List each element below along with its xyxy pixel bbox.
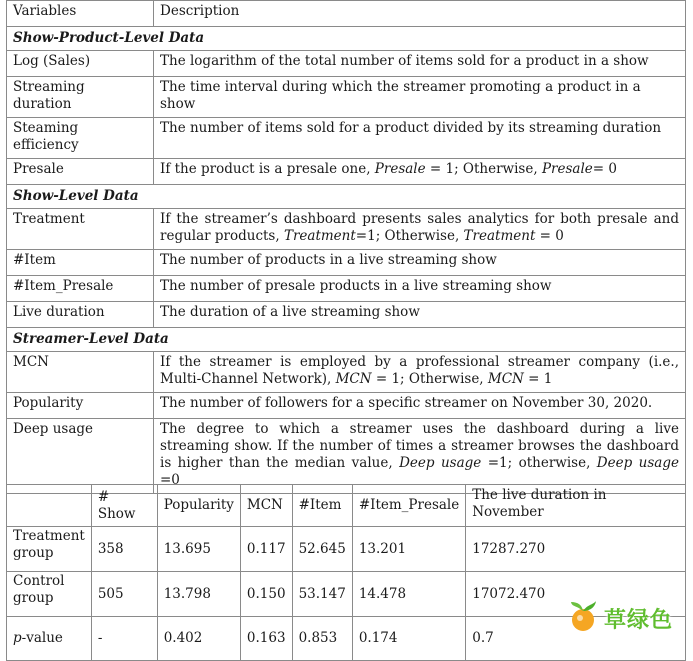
- variable-name: Log (Sales): [7, 51, 154, 77]
- variable-description: The logarithm of the total number of items sold for a product in a show: [154, 51, 686, 77]
- variable-name: #Item_Presale: [7, 276, 154, 302]
- table-row: [7, 276, 686, 302]
- variable-name: Treatment: [7, 209, 154, 250]
- section-row: [7, 185, 686, 209]
- table-row: [7, 572, 686, 617]
- table-cell: 505: [91, 572, 157, 617]
- summary-header-row: [7, 485, 686, 527]
- variable-description: If the product is a presale one, Presale = 1; Otherwise, Presale= 0: [154, 159, 686, 185]
- table-cell: 0.117: [240, 527, 292, 572]
- row-label: Control group: [7, 572, 92, 617]
- table-cell: 0.150: [240, 572, 292, 617]
- column-header: #Item: [292, 485, 352, 527]
- row-label: Treatment group: [7, 527, 92, 572]
- column-header: # Show: [91, 485, 157, 527]
- table-row: [7, 527, 686, 572]
- variable-name: Presale: [7, 159, 154, 185]
- column-header: The live duration in November: [466, 485, 686, 527]
- table-row: [7, 617, 686, 661]
- table-row: [7, 118, 686, 159]
- table-cell: 358: [91, 527, 157, 572]
- variable-description: The number of followers for a specific streamer on November 30, 2020.: [154, 393, 686, 419]
- corner-cell: [7, 485, 92, 527]
- section-title: Show-Level Data: [7, 185, 686, 209]
- section-row: [7, 328, 686, 352]
- table-cell: 0.402: [157, 617, 240, 661]
- variable-description: The number of presale products in a live streaming show: [154, 276, 686, 302]
- table-cell: -: [91, 617, 157, 661]
- table-cell: 13.798: [157, 572, 240, 617]
- table-row: [7, 51, 686, 77]
- table-cell: 17287.270: [466, 527, 686, 572]
- table-row: [7, 393, 686, 419]
- header-variables: Variables: [7, 1, 154, 27]
- table-row: [7, 159, 686, 185]
- table-cell: 13.695: [157, 527, 240, 572]
- variable-name: Deep usage: [7, 419, 154, 494]
- variable-name: Popularity: [7, 393, 154, 419]
- column-header: MCN: [240, 485, 292, 527]
- variable-description: The degree to which a streamer uses the dashboard during a live streaming show. If the number of times a streamer browses the dashboard is higher than the median value, Deep usage =1; otherwise, Deep usage =0: [154, 419, 686, 494]
- variable-description: The time interval during which the streamer promoting a product in a show: [154, 77, 686, 118]
- section-row: [7, 27, 686, 51]
- variable-description: The duration of a live streaming show: [154, 302, 686, 328]
- table-cell: 52.645: [292, 527, 352, 572]
- variable-description: If the streamer’s dashboard presents sales analytics for both presale and regular products, Treatment=1; Otherwise, Treatment = 0: [154, 209, 686, 250]
- row-label: p-value: [7, 617, 92, 661]
- table-row: [7, 352, 686, 393]
- variable-name: Streaming duration: [7, 77, 154, 118]
- column-header: Popularity: [157, 485, 240, 527]
- variable-description: The number of products in a live streaming show: [154, 250, 686, 276]
- variable-description: The number of items sold for a product divided by its streaming duration: [154, 118, 686, 159]
- summary-table: [6, 484, 686, 661]
- watermark-text: 草绿色: [603, 607, 673, 633]
- table-header-row: [7, 1, 686, 27]
- variable-name: MCN: [7, 352, 154, 393]
- variable-name: #Item: [7, 250, 154, 276]
- section-title: Streamer-Level Data: [7, 328, 686, 352]
- table-cell: 0.7: [466, 617, 686, 661]
- header-description: Description: [154, 1, 686, 27]
- table-row: [7, 302, 686, 328]
- table-cell: 0.174: [352, 617, 465, 661]
- column-header: #Item_Presale: [352, 485, 465, 527]
- table-cell: 13.201: [352, 527, 465, 572]
- table-cell: 53.147: [292, 572, 352, 617]
- section-title: Show-Product-Level Data: [7, 27, 686, 51]
- table-row: [7, 250, 686, 276]
- table-cell: 14.478: [352, 572, 465, 617]
- table-row: [7, 77, 686, 118]
- table-cell: 0.853: [292, 617, 352, 661]
- table-row: [7, 419, 686, 494]
- table-row: [7, 209, 686, 250]
- variable-description: If the streamer is employed by a professional streamer company (i.e., Multi-Channel Network), MCN = 1; Otherwise, MCN = 1: [154, 352, 686, 393]
- table-cell: 17072.470: [466, 572, 686, 617]
- table-cell: 0.163: [240, 617, 292, 661]
- variables-table: [6, 0, 686, 494]
- variable-name: Live duration: [7, 302, 154, 328]
- variable-name: Steaming efficiency: [7, 118, 154, 159]
